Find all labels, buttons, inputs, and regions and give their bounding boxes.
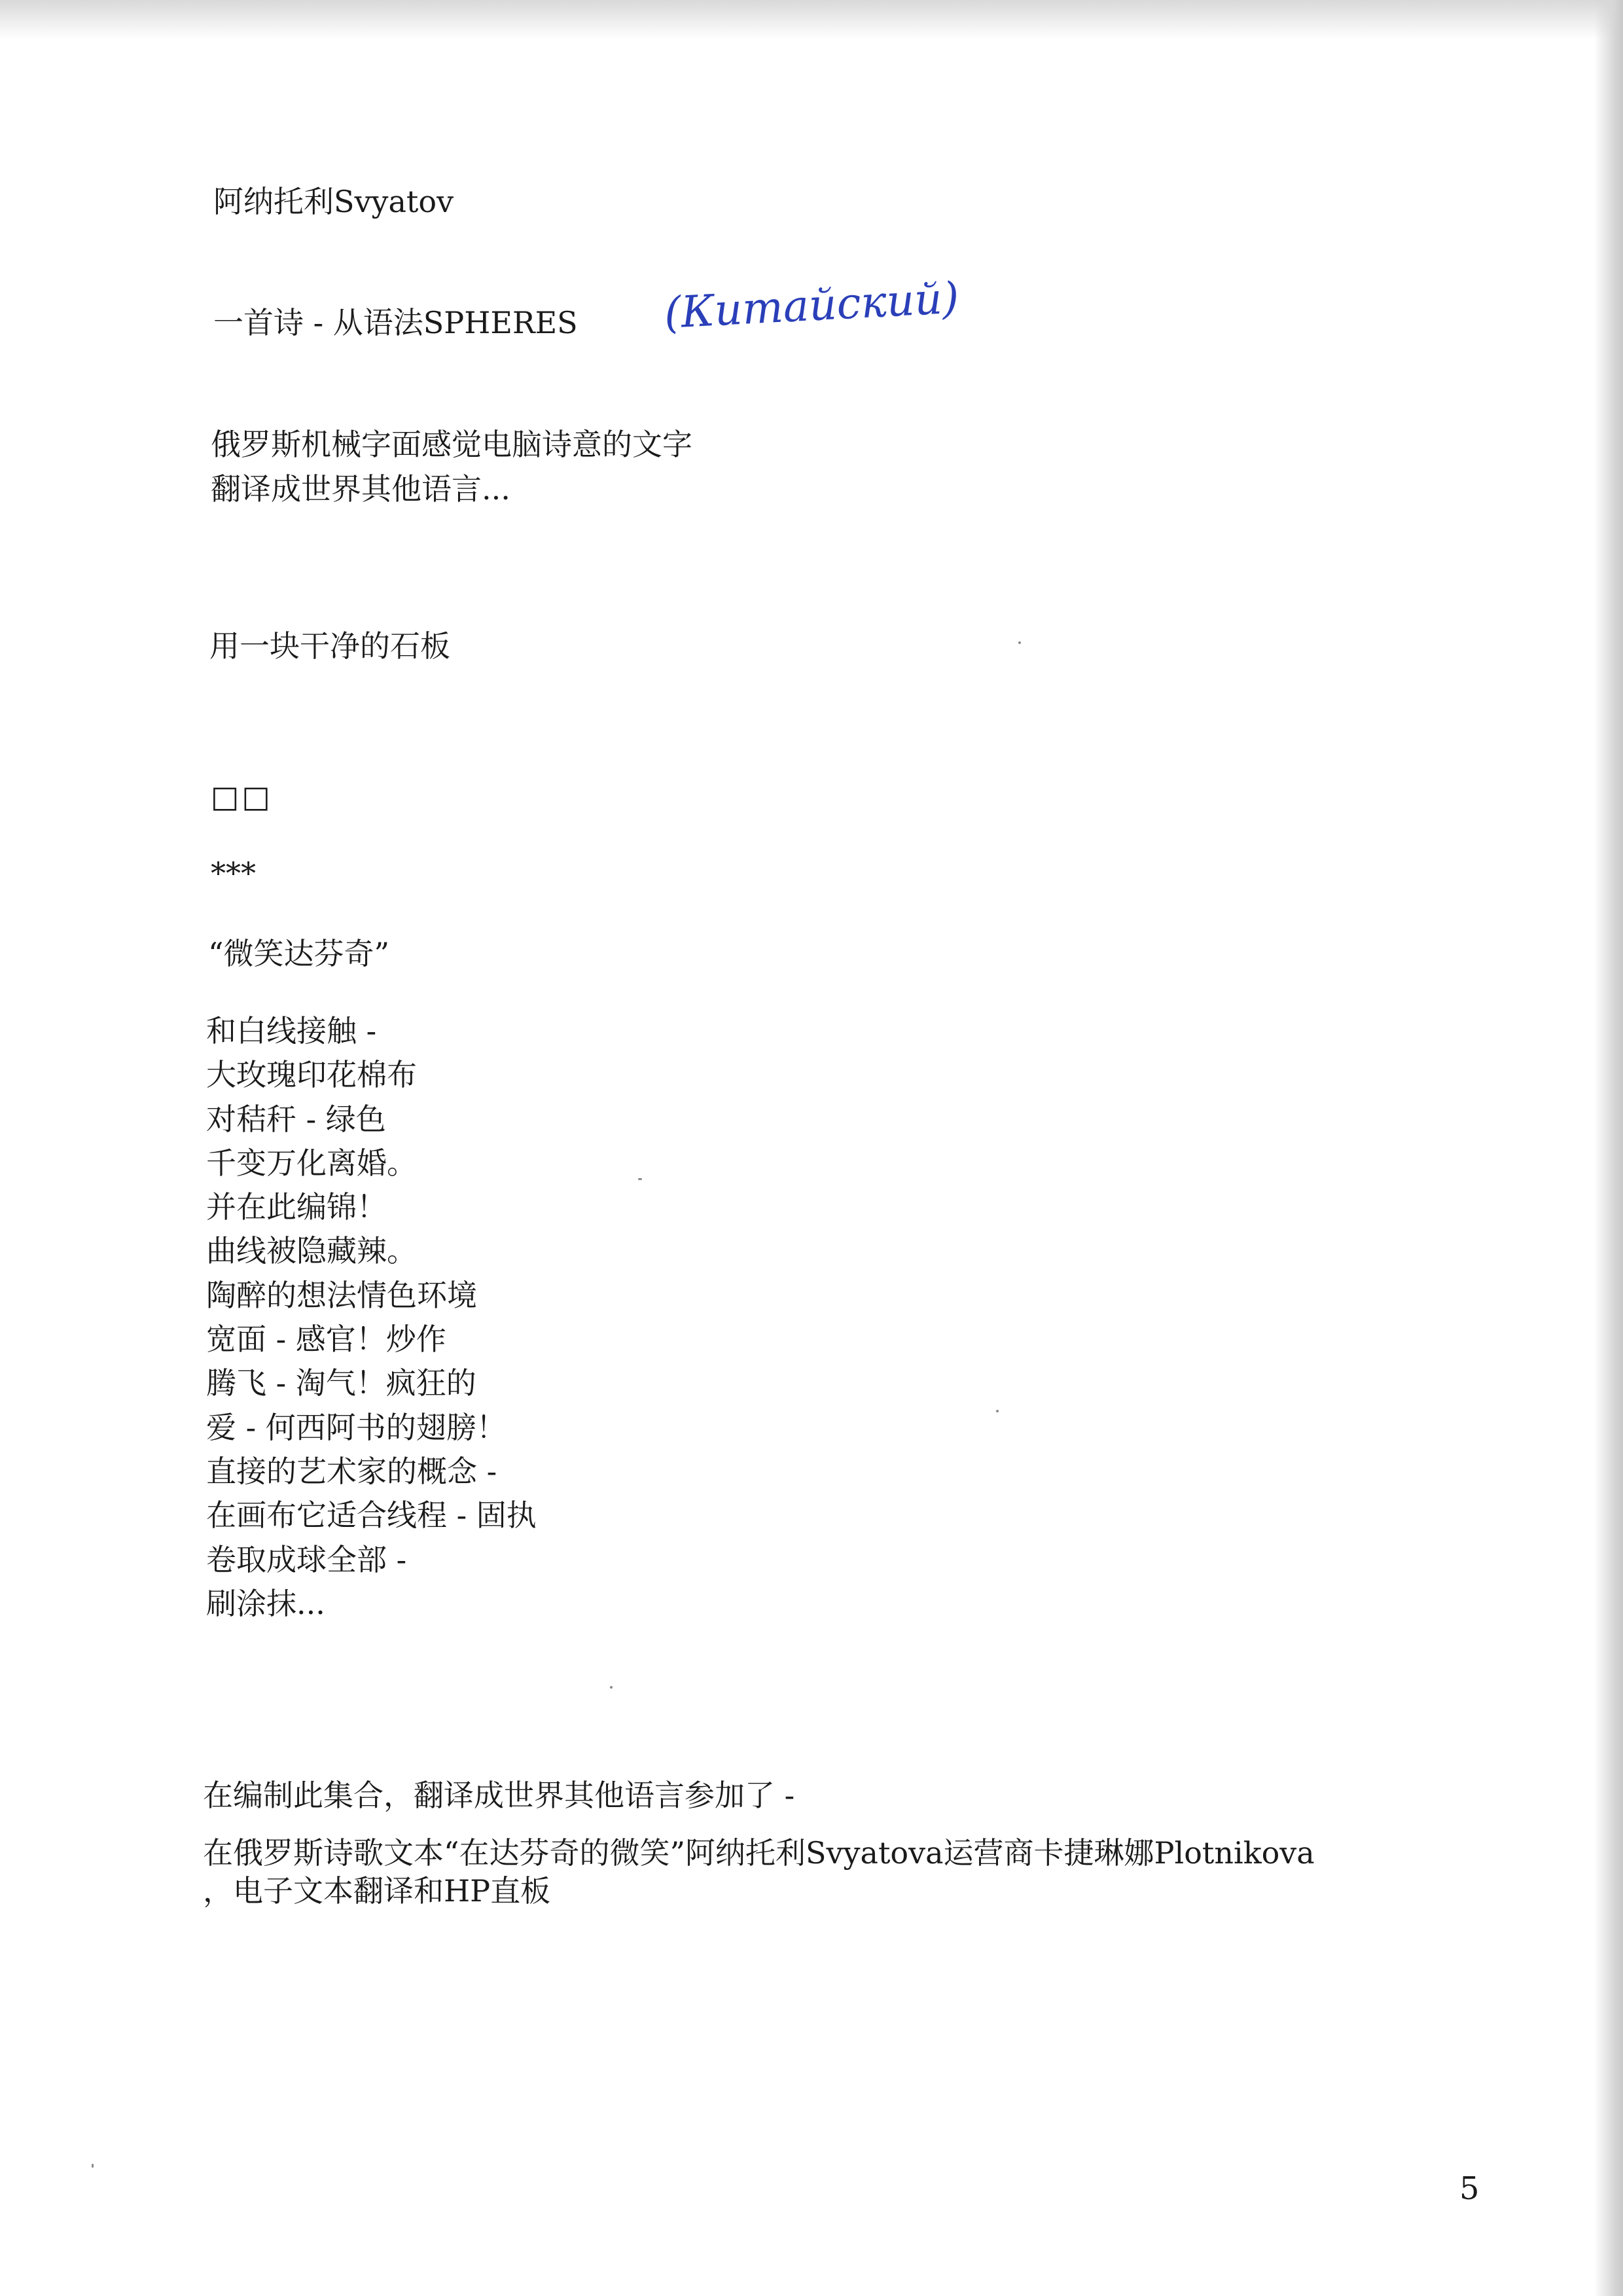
handwritten-annotation: (Китайский) — [662, 272, 961, 338]
intro-line-2: 翻译成世界其他语言... — [211, 471, 510, 507]
poem-line: 对秸秆 - 绿色 — [206, 1101, 386, 1137]
credits-line-1: 在编制此集合，翻译成世界其他语言参加了 - — [203, 1778, 795, 1813]
scan-edge-top — [0, 0, 1623, 39]
poem-line: 在画布它适合线程 - 固执 — [206, 1498, 537, 1534]
poem-line: 陶醉的想法情色环境 — [206, 1277, 477, 1313]
credits-line-2: 在俄罗斯诗歌文本“在达芬奇的微笑”阿纳托利Svyatova运营商卡捷琳娜Plotnikova — [203, 1835, 1315, 1871]
poem-line: 和白线接触 - — [206, 1013, 377, 1049]
poem-line: 曲线被隐藏辣。 — [206, 1233, 417, 1269]
section-separator: *** — [211, 855, 256, 891]
subtitle: 用一块干净的石板 — [209, 628, 450, 664]
poem-line: 刷涂抹... — [206, 1585, 325, 1621]
credits-line-3: ，电子文本翻译和HP直板 — [203, 1873, 551, 1909]
poem-line: 腾飞 - 淘气！疯狂的 — [206, 1365, 476, 1401]
scan-edge-right — [1594, 0, 1623, 2296]
poem-line: 卷取成球全部 - — [206, 1541, 407, 1577]
poem-line: 宽面 - 感官！炒作 — [206, 1321, 446, 1357]
poem-line: 千变万化离婚。 — [206, 1145, 417, 1181]
scan-speck — [92, 2164, 94, 2168]
scan-speck — [1018, 641, 1021, 644]
poem-line: 爱 - 何西阿书的翅膀！ — [206, 1409, 507, 1445]
poem-body — [206, 1009, 537, 1626]
scan-speck — [638, 1178, 642, 1180]
poem-line: 直接的艺术家的概念 - — [206, 1453, 497, 1489]
poem-line: 并在此编锦！ — [206, 1189, 387, 1225]
page-number: 5 — [1459, 2170, 1480, 2207]
author-name: 阿纳托利Svyatov — [213, 184, 454, 219]
missing-glyph-boxes: □□ — [211, 779, 273, 814]
scan-speck — [610, 1686, 613, 1689]
poem-collection-heading: 一首诗 - 从语法SPHERES — [213, 305, 578, 340]
poem-line: 大玫瑰印花棉布 — [206, 1057, 417, 1093]
poem-title: “微笑达芬奇” — [208, 936, 390, 971]
scan-speck — [996, 1410, 999, 1412]
intro-line-1: 俄罗斯机械字面感觉电脑诗意的文字 — [211, 427, 692, 462]
